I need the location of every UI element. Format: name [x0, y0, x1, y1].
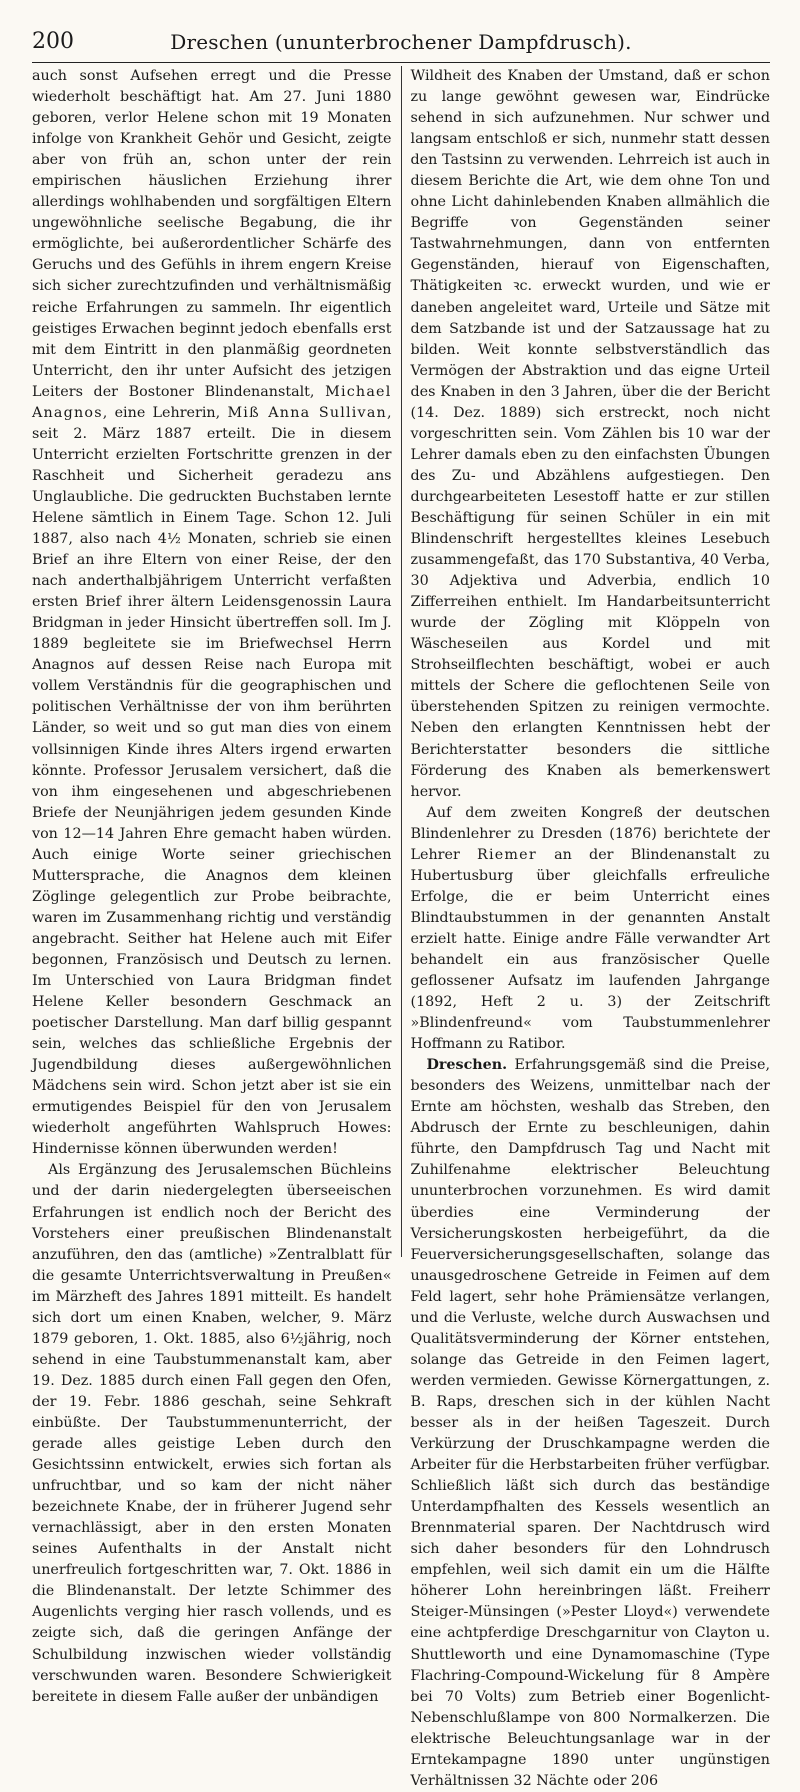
text-run: , eine Lehrerin,	[102, 404, 228, 421]
text-run: Auf dem zweiten Kongreß der deutschen Blindenlehrer zu Dresden (1876) berichtete der Lehrer	[410, 804, 770, 863]
person-name: Michael Anagnos	[32, 383, 392, 421]
text-columns	[32, 66, 770, 1789]
right-column	[402, 66, 771, 1789]
person-name: Riemer	[477, 846, 537, 863]
paragraph	[411, 1055, 771, 1792]
text-run: , seit 2. März 1887 erteilt. Die in diesem Unterricht erzielten Fortschritte grenzen in der Raschheit und Sicherheit geradezu ans Unglaubliche. Die gedruckten Buchstaben lernte Helene sämtlich in Einem Tage. Schon 12. Juli 1887, also nach 4½ Monaten, schrieb sie einen Brief an ihre Eltern von einer Reise, der den nach anderthalbjährigem Unterricht verfaßten ersten Brief ihrer ältern Leidensgenossin Laura Bridgman in jeder Hinsicht übertreffen soll. Im J. 1889 begleitete sie im Briefwechsel Herrn Anagnos auf dessen Reise nach Europa mit vollem Verständnis für die geographischen und politischen Verhältnisse der von ihm berührten Länder, so weit und so gut man dies von einem vollsinnigen Kinde ihres Alters irgend erwarten könnte. Professor Jerusalem versichert, daß die von ihm eingesehenen und abgeschriebenen Briefe der Neunjährigen jedem gesunden Kinde von 12—14 Jahren Ehre gemacht haben würden. Auch einige Worte seiner griechischen Muttersprache, die Anagnos dem kleinen Zöglinge gelegentlich zur Probe beibrachte, waren im Zusammenhang richtig und verständig angebracht. Seither hat Helene auch mit Eifer begonnen, Französisch und Deutsch zu lernen. Im Unterschied von Laura Bridgman findet Helene Keller besondern Geschmack an poetischer Darstellung. Man darf billig gespannt sein, welches das schließliche Ergebnis der Jugendbildung dieses außergewöhnlichen Mädchens sein wird. Schon jetzt aber ist sie ein ermutigendes Beispiel für den von Jerusalem wiederholt angeführten Wahlspruch Howes: Hindernisse können überwunden werden!	[32, 404, 392, 1158]
paragraph: Als Ergänzung des Jerusalemschen Büchleins und der darin niedergelegten überseeischen Erfahrungen ist endlich noch der Bericht des Vorstehers einer preußischen Blindenanstalt anzuführen, den das (amtliche) »Zentralblatt für die gesamte Unterrichtsverwaltung in Preußen« im Märzheft des Jahres 1891 mitteilt. Es handelt sich dort um einen Knaben, welcher, 9. März 1879 geboren, 1. Okt. 1885, also 6½jährig, noch sehend in eine Taubstummenanstalt kam, aber 19. Dez. 1885 durch einen Fall gegen den Ofen, der 19. Febr. 1886 geschah, seine Sehkraft einbüßte. Der Taubstummenunterricht, der gerade alles geistige Leben durch den Gesichtssinn entwickelt, erwies sich fortan als unfruchtbar, und so kam der nicht näher bezeichnete Knabe, der in früherer Jugend sehr vernachlässigt, aber in den ersten Monaten seines Aufenthalts in der Anstalt nicht unerfreulich fortgeschritten war, 7. Okt. 1886 in die Blindenanstalt. Der letzte Schimmer des Augenlichts verging hier rasch vollends, und es zeigte sich, daß die geringen Anfänge der Schulbildung inzwischen wieder vollständig verschwunden waren. Besondere Schwierigkeit bereitete in diesem Falle außer der unbändigen	[32, 1162, 392, 1705]
text-run: Erfahrungsgemäß sind die Preise, besonders des Weizens, unmittelbar nach der Ernte am höchsten, weshalb das Streben, den Abdrusch der Ernte zu beschleunigen, dahin führte, den Dampfdrusch Tag und Nacht mit Zuhilfenahme elektrischer Beleuchtung ununterbrochen vorzunehmen. Es wird damit überdies eine Verminderung der Versicherungskosten herbeigeführt, da die Feuerversicherungsgesellschaften, solange das unausgedroschene Getreide in Feimen auf dem Feld lagert, sehr hohe Prämiensätze verlangen, und die Verluste, welche durch Auswachsen und Qualitätsverminderung der Körner entstehen, solange das Getreide in den Feimen lagert, werden vermieden. Gewisse Körnergattungen, z. B. Raps, dreschen sich in der kühlen Nacht besser als in der heißen Tageszeit. Durch Verkürzung der Druschkampagne werden die Arbeiter für die Herbstarbeiten früher verfügbar. Schließlich läßt sich durch das beständige Unterdampfhalten des Kessels wesentlich an Brennmaterial sparen. Der Nachtdrusch wird sich daher besonders für den Lohndrusch empfehlen, weil sich damit ein um die Hälfte höherer Lohn hereinbringen läßt. Freiherr Steiger-Münsingen (»Pester Lloyd«) verwendete eine achtpferdige Dreschgarnitur von Clayton u. Shuttleworth und eine Dynamomaschine (Type Flachring-Compound-Wickelung für 8 Ampère bei 70 Volts) zum Betrieb einer Bogenlicht-Nebenschlußlampe von 800 Normalkerzen. Die elektrische Beleuchtungsanlage war in der Erntekampagne 1890 unter ungünstigen Verhältnissen 32 Nächte oder 206	[410, 1057, 770, 1789]
page-header	[32, 28, 770, 58]
person-name: Miß Anna Sullivan	[227, 404, 387, 421]
running-title: Dreschen (ununterbrochener Dampfdrusch).	[170, 30, 632, 54]
text-run: auch sonst Aufsehen erregt und die Presse wiederholt beschäftigt hat. Am 27. Juni 1880 geboren, verlor Helene schon mit 19 Monaten infolge von Krankheit Gehör und Gesicht, zeigte aber von früh an, schon unter der rein empirischen häuslichen Erziehung ihrer allerdings wohlhabenden und sorgfältigen Eltern ungewöhnliche seelische Begabung, die ihr ermöglichte, bei außerordentlicher Schärfe des Geruchs und des Gefühls in ihrem engern Kreise sich sicher zurechtzufinden und verhältnismäßig reiche Erfahrungen zu sammeln. Ihr eigentlich geistiges Erwachen beginnt jedoch ebenfalls erst mit dem Eintritt in den planmäßig geordneten Unterricht, den ihr unter Aufsicht des jetzigen Leiters der Bostoner Blindenanstalt,	[32, 68, 392, 400]
page-number: 200	[32, 29, 74, 54]
paragraph	[411, 803, 771, 1056]
left-column	[32, 66, 402, 1705]
lemma-heading: Dreschen.	[426, 1057, 508, 1074]
paragraph: Wildheit des Knaben der Umstand, daß er schon zu lange gewöhnt gewesen war, Eindrücke sehend in sich aufzunehmen. Nur schwer und langsam entschloß er sich, nunmehr statt dessen den Tastsinn zu verwenden. Lehrreich ist auch in diesem Berichte die Art, wie dem ohne Ton und ohne Licht dahinlebenden Knaben allmählich die Begriffe von Gegenständen seiner Tastwahrnehmungen, dann von entfernten Gegenständen, hierauf von Eigenschaften, Thätigkeiten ꝛc. erweckt wurden, und wie er daneben angeleitet ward, Urteile und Sätze mit dem Satzbande ist und der Satzaussage hat zu bilden. Weit konnte selbstverständlich das Vermögen der Abstraktion und das eigne Urteil des Knaben in den 3 Jahren, über die der Bericht (14. Dez. 1889) sich erstreckt, noch nicht vorgeschritten sein. Vom Zählen bis 10 war der Lehrer damals eben zu den einfachsten Übungen des Zu- und Abzählens aufgestiegen. Den durchgearbeiteten Lesestoff hatte er zur stillen Beschäftigung für seinen Schüler in ein mit Blindenschrift hergestelltes kleines Lesebuch zusammengefaßt, das 170 Substantiva, 40 Verba, 30 Adjektiva und Adverbia, endlich 10 Zifferreihen enthielt. Im Handarbeitsunterricht wurde der Zögling mit Klöppeln von Wäscheseilen aus Kordel und mit Strohseilflechten beschäftigt, wobei er auch mittels der Schere die geflochtenen Seile von überstehenden Spitzen zu reinigen vermochte. Neben den erlangten Kenntnissen hebt der Berichterstatter besonders die sittliche Förderung des Knaben als bemerkenswert hervor.	[410, 68, 770, 800]
text-run: an der Blindenanstalt zu Hubertusburg über gleichfalls erfreuliche Erfolge, die er beim Unterricht eines Blindtaubstummen in der genannten Anstalt erzielt hatte. Einige andre Fälle verwandter Art behandelt ein aus französischer Quelle geflossener Aufsatz im laufenden Jahrgange (1892, Heft 2 u. 3) der Zeitschrift »Blindenfreund« vom Taubstummenlehrer Hoffmann zu Ratibor.	[410, 846, 770, 1053]
paragraph	[32, 66, 392, 1160]
header-rule	[32, 62, 770, 63]
